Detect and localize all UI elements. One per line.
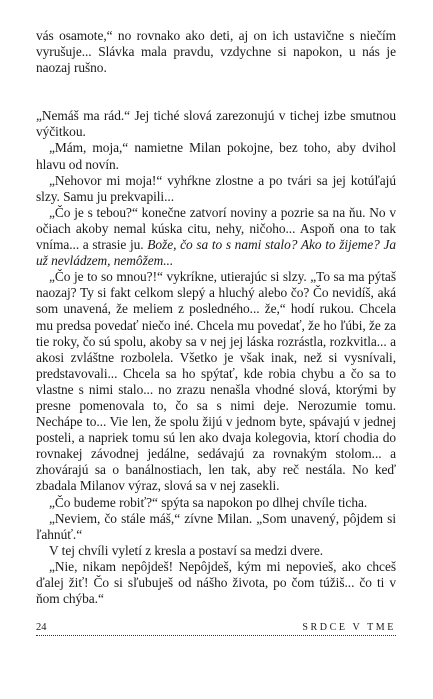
section-break bbox=[36, 76, 396, 108]
running-title: SRDCE V TME bbox=[302, 622, 396, 633]
paragraph-text: „Čo je s tebou?“ konečne zatvorí noviny a pozrie sa na ňu. No v očiach akoby nemal kúska citu, nehy, ničoho... Aspoň ona to tak vníma... a strasie ju. bbox=[36, 204, 396, 253]
page-number: 24 bbox=[36, 622, 47, 633]
paragraph: „Neviem, čo stále máš,“ zívne Milan. „Som unavený, pôjdem si ľahnúť.“ bbox=[36, 510, 396, 542]
paragraph: „Nehovor mi moja!“ vyhŕkne zlostne a po tvári sa jej kotúľajú slzy. Samu ju prekvapili... bbox=[36, 172, 396, 204]
paragraph bbox=[36, 205, 396, 269]
page-body bbox=[36, 28, 396, 607]
paragraph: V tej chvíli vyletí z kresla a postaví sa medzi dvere. bbox=[49, 542, 324, 558]
paragraph: vás osamote,“ no rovnako ako deti, aj on ich ustavične s niečím vyrušuje... Slávka mala pravdu, vzdychne si napokon, u nás je naozaj rušno. bbox=[36, 28, 396, 76]
paragraph: „Čo je to so mnou?!“ vykríkne, utierajúc si slzy. „To sa ma pýtaš naozaj? Ty si fakt celkom slepý a hluchý alebo čo? Čo nevidíš, aká som unavená, že meliem z posledného... že,“ hodí rukou. Chcela mu predsa povedať niečo iné. Chcela mu povedať, že ho ľúbi, že za tie roky, čo sú spolu, akoby sa v nej jej láska rozrástla, rozkvitla... a akosi zvláštne rozbolela. Všetko je však inak, než si vysnívali, predstavovali... Chcela sa ho spýtať, kde robia chybu a čo sa to vlastne s nimi stalo... no zrazu nenašla vhodné slová, ktorými by presne pomenovala to, čo sa s nimi deje. Nerozumie tomu. Nechápe to... Vie len, že spolu žijú v jednom byte, spávajú v jednej posteli, a napriek tomu sú len ako dvaja kolegovia, ktorí chodia do rovnakej závodnej jedálne, sedávajú za rovnakým stolom... a zhovárajú sa o banálnostiach, len tak, aby reč nestála. No keď zbadala Milanov výraz, slová sa v nej zasekli. bbox=[36, 269, 396, 494]
page-footer bbox=[36, 621, 396, 636]
italic-thought: Bože, čo sa to s nami stalo? Ako to žijeme? Ja už nevládzem, nemôžem... bbox=[36, 237, 397, 269]
paragraph: „Čo budeme robiť?“ spýta sa napokon po dlhej chvíle ticha. bbox=[49, 494, 368, 510]
paragraph: „Nie, nikam nepôjdeš! Nepôjdeš, kým mi nepovieš, ako chceš ďalej žiť! Čo si sľubuješ od nášho života, po čom túžiš... čo ti v ňom chýba.“ bbox=[36, 558, 396, 607]
paragraph: „Mám, moja,“ namietne Milan pokojne, bez toho, aby dvihol hlavu od novín. bbox=[36, 140, 396, 172]
paragraph: „Nemáš ma rád.“ Jej tiché slová zarezonujú v tichej izbe smutnou výčitkou. bbox=[36, 108, 396, 140]
